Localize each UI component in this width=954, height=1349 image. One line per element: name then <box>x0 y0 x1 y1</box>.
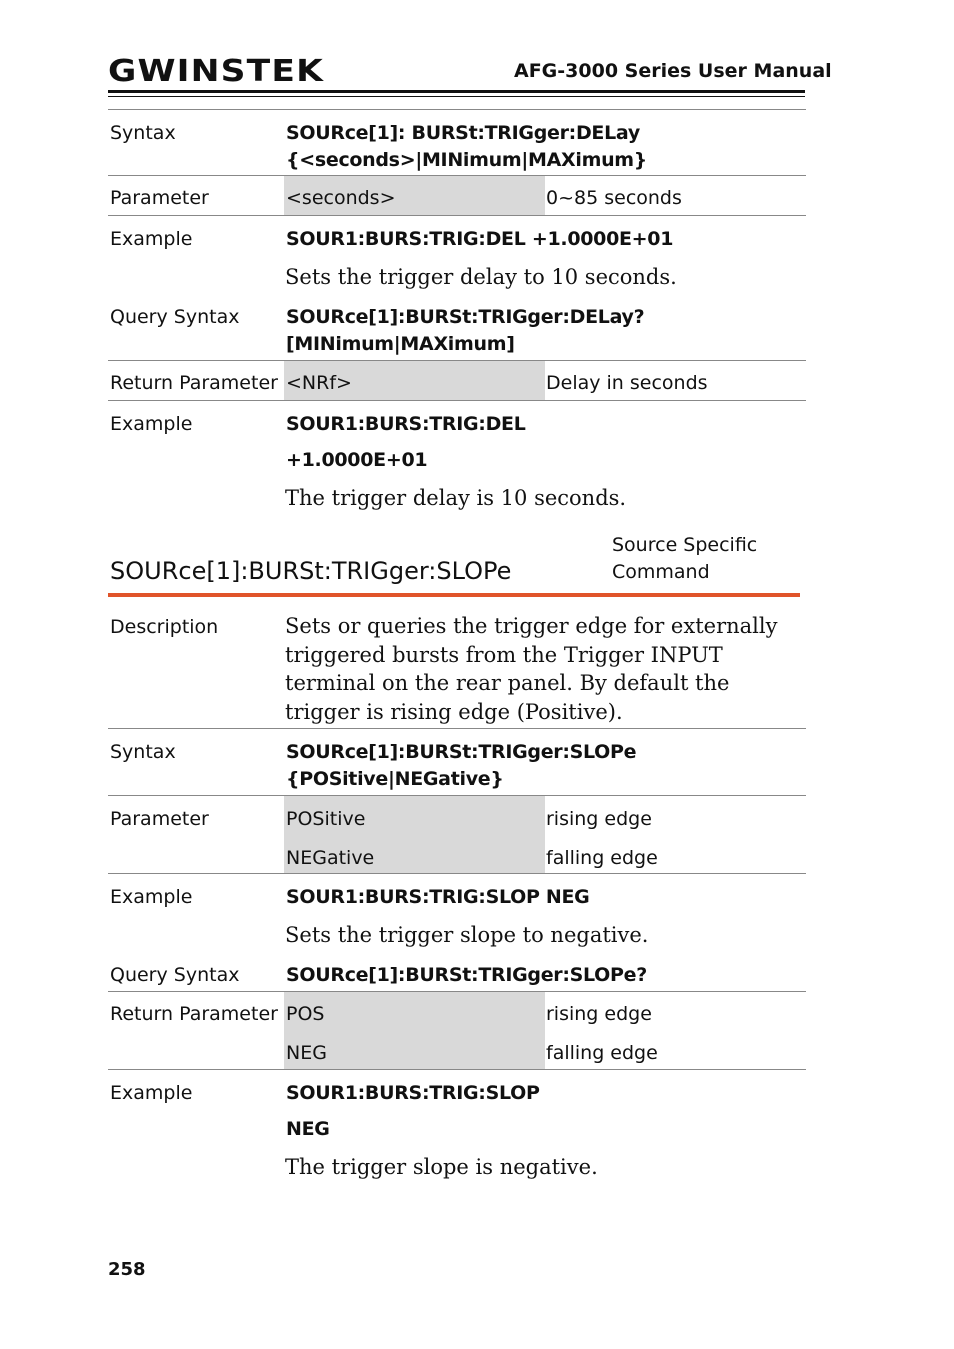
example-cmd: NEG <box>286 1118 330 1140</box>
query-syntax-line: [MINimum|MAXimum] <box>286 333 515 355</box>
description-label: Description <box>110 616 219 638</box>
return-parameter-label: Return Parameter <box>110 1003 278 1025</box>
row-divider <box>108 873 806 874</box>
return-name: POS <box>286 1003 325 1025</box>
syntax-line: SOURce[1]:BURSt:TRIGger:SLOPe <box>286 741 637 763</box>
example-desc: The trigger slope is negative. <box>285 1155 598 1179</box>
query-syntax-label: Query Syntax <box>110 964 240 986</box>
parameter-label: Parameter <box>110 187 209 209</box>
param-desc: rising edge <box>546 808 652 830</box>
example-cmd: SOUR1:BURS:TRIG:DEL +1.0000E+01 <box>286 228 674 250</box>
section-title: SOURce[1]:BURSt:TRIGger:SLOPe <box>110 557 512 585</box>
header-rule <box>108 90 805 93</box>
query-syntax-label: Query Syntax <box>110 306 240 328</box>
param-name: <seconds> <box>286 187 396 209</box>
query-syntax-line: SOURce[1]:BURSt:TRIGger:SLOPe? <box>286 964 647 986</box>
syntax-line: {<seconds>|MINimum|MAXimum} <box>286 149 648 171</box>
section-tag-line: Command <box>612 561 710 583</box>
row-divider <box>108 215 806 216</box>
syntax-line: SOURce[1]: BURSt:TRIGger:DELay <box>286 122 640 144</box>
row-divider <box>108 1069 806 1070</box>
param-name: POSitive <box>286 808 366 830</box>
example-label: Example <box>110 413 193 435</box>
syntax-line: {POSitive|NEGative} <box>286 768 504 790</box>
return-parameter-label: Return Parameter <box>110 372 278 394</box>
row-divider <box>108 728 806 729</box>
example-label: Example <box>110 886 193 908</box>
return-name: <NRf> <box>286 372 352 394</box>
param-desc: falling edge <box>546 847 658 869</box>
example-cmd: SOUR1:BURS:TRIG:SLOP NEG <box>286 886 590 908</box>
param-name: NEGative <box>286 847 375 869</box>
description-text: Sets or queries the trigger edge for externally triggered bursts from the Trigger INPUT terminal on the rear panel. By default the trigger is rising edge (Positive). <box>285 614 778 724</box>
example-label: Example <box>110 228 193 250</box>
page-number: 258 <box>108 1259 146 1280</box>
syntax-label: Syntax <box>110 741 176 763</box>
example-desc: The trigger delay is 10 seconds. <box>285 486 627 510</box>
example-cmd: +1.0000E+01 <box>286 449 428 471</box>
row-divider <box>108 109 806 110</box>
return-desc: Delay in seconds <box>546 372 708 394</box>
example-cmd: SOUR1:BURS:TRIG:DEL <box>286 413 526 435</box>
example-label: Example <box>110 1082 193 1104</box>
return-desc: falling edge <box>546 1042 658 1064</box>
param-desc: 0~85 seconds <box>546 187 682 209</box>
example-desc: Sets the trigger slope to negative. <box>285 923 649 947</box>
brand-logo: GWINSTEK <box>108 54 324 89</box>
query-syntax-line: SOURce[1]:BURSt:TRIGger:DELay? <box>286 306 645 328</box>
manual-title: AFG-3000 Series User Manual <box>514 60 832 82</box>
section-tag-line: Source Specific <box>612 534 758 556</box>
example-desc: Sets the trigger delay to 10 seconds. <box>285 265 677 289</box>
return-desc: rising edge <box>546 1003 652 1025</box>
return-name: NEG <box>286 1042 327 1064</box>
section-rule <box>108 593 800 597</box>
row-divider <box>108 400 806 401</box>
example-cmd: SOUR1:BURS:TRIG:SLOP <box>286 1082 540 1104</box>
section-tag <box>612 532 757 586</box>
parameter-label: Parameter <box>110 808 209 830</box>
syntax-label: Syntax <box>110 122 176 144</box>
header-rule-thin <box>108 96 805 97</box>
